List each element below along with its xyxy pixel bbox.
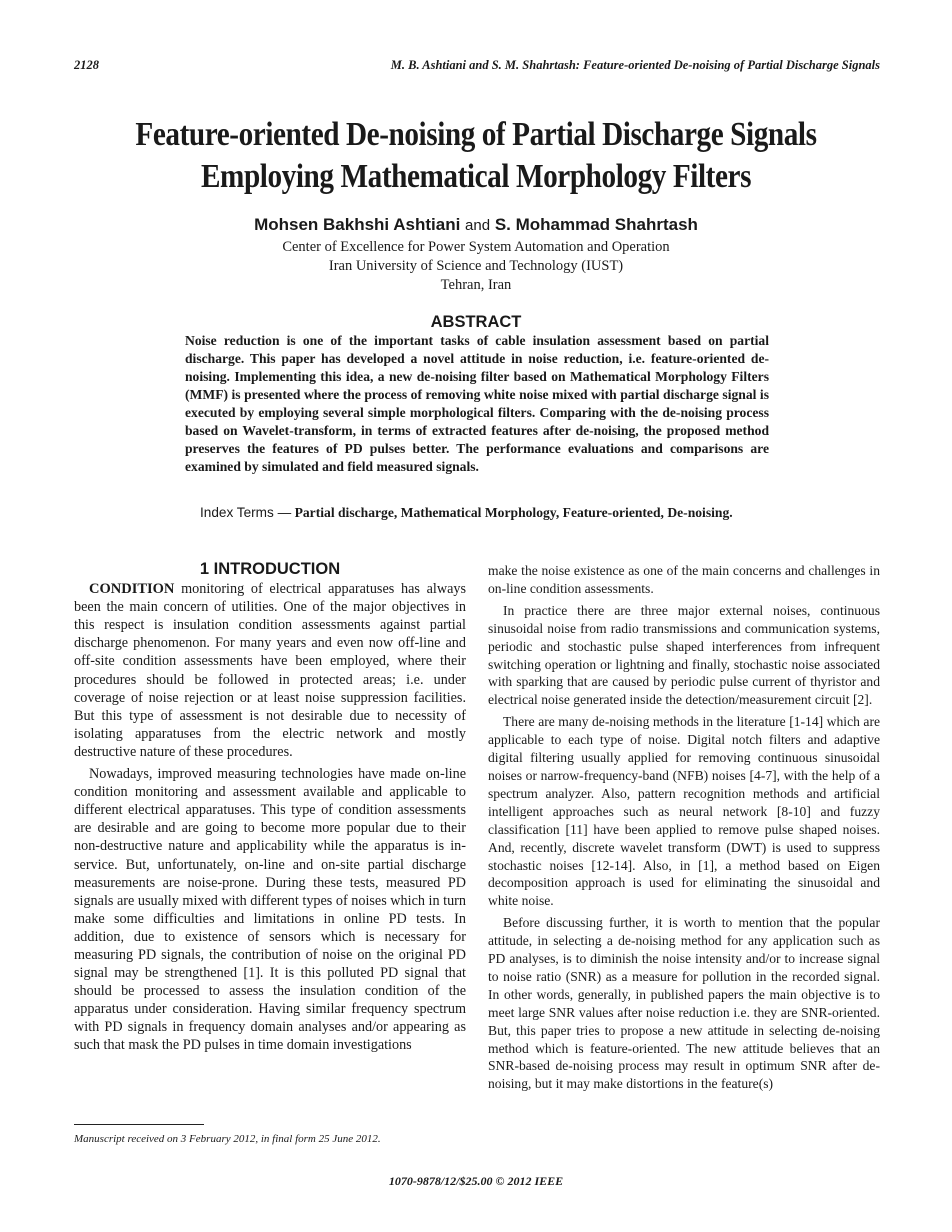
- footnote: Manuscript received on 3 February 2012, in final form 25 June 2012.: [74, 1133, 381, 1145]
- index-terms: [185, 504, 769, 522]
- abstract-text: Noise reduction is one of the important tasks of cable insulation assessment based on partial discharge. This paper has developed a novel attitude in noise reduction, i.e. feature-oriented de-noising. Implementing this idea, a new de-noising filter based on Mathematical Morphology Filters (MMF) is presented where the process of removing white noise mixed with partial discharge signal is executed by employing several simple morphological filters. Comparing with the de-noising process based on Wavelet-transform, in terms of extracted features after de-noising, the proposed method preserves the features of PD pulses better. The performance evaluations and comparisons are examined by simulated and field measured signals.: [185, 333, 769, 474]
- author-list: [0, 215, 952, 235]
- title-line-2: Employing Mathematical Morphology Filters: [200, 158, 752, 195]
- title-line-1: Feature-oriented De-noising of Partial Discharge Signals: [135, 116, 817, 153]
- affiliation-line: Iran University of Science and Technology (IUST): [328, 258, 624, 274]
- index-terms-list: Partial discharge, Mathematical Morphology, Feature-oriented, De-noising.: [294, 505, 733, 520]
- paragraph-text: monitoring of electrical apparatuses has always been the main concern of utilities. One of the major objectives in this respect is insulation condition assessments against partial discharge phenomenon. For many years and even now off-line and off-site condition assessments have been employed, where their procedures should be followed in protected areas; i.e. under coverage of noise rejection or at least noise suppression facilities. But this type of assessment is not desirable due to necessity of isolating apparatuses from the electric network and mostly destructive nature of these procedures.: [74, 581, 466, 760]
- paragraph: [74, 580, 466, 761]
- lead-word: CONDITION: [89, 581, 175, 598]
- paragraph: There are many de-noising methods in the literature [1-14] which are applicable to each type of noise. Digital notch filters and adaptive digital filtering usually applied for removing continuous sinusoidal noises or narrow-frequency-band (NFB) noises [4-7], with the help of a spectrum analyzer. Also, pattern recognition methods and artificial intelligent approaches such as neural network [8-10] and fuzzy classification [11] have been applied to remove pulse shaped noises. And, recently, discrete wavelet transform (DWT) is used to suppress stochastic noises [12-14]. Also, in [1], a method based on Eigen decomposition approach is used for eliminating the sinusoidal and white noise.: [488, 714, 880, 909]
- paragraph: make the noise existence as one of the main concerns and challenges in on-line condition assessments.: [488, 563, 880, 596]
- abstract-heading: ABSTRACT: [430, 313, 522, 331]
- affiliation-line: Tehran, Iran: [440, 277, 512, 293]
- author-2: S. Mohammad Shahrtash: [494, 215, 698, 234]
- copyright-footer: 1070-9878/12/$25.00 © 2012 IEEE: [388, 1174, 564, 1188]
- paper-title: [67, 114, 886, 198]
- left-column: [74, 560, 466, 1059]
- index-terms-label: Index Terms —: [200, 505, 292, 520]
- paragraph: Nowadays, improved measuring technologies have made on-line condition monitoring and assessment available and applicable to different electrical apparatuses. This type of condition assessments are desirable and are going to become more popular due to their non-destructive nature and applicability while the apparatus is in-service. But, unfortunately, on-line and on-site partial discharge measurements are noise-prone. During these tests, measured PD signals are usually mixed with different types of noises which in turn make some difficulties and limitations in online PD tests. In addition, due to existence of sensors which is necessary for measuring PD signals, the contribution of noise on the original PD signal may be strengthened [1]. It is this polluted PD signal that should be processed to assess the insulation condition of the apparatus under consideration. Having similar frequency spectrum with PD signals in frequency domain analyses and/or appearing as such that mask the PD pulses in time domain investigations: [74, 766, 466, 1054]
- paragraph: Before discussing further, it is worth to mention that the popular attitude, in selecting a de-noising method for any application such as PD analyses, is to diminish the noise intensity and/or to increase signal to noise ratio (SNR) as a measure for pollution in the recorded signal. In other words, generally, in published papers the main objective is to meet large SNR values after noise reduction i.e. they are SNR-oriented. But, this paper tries to propose a new attitude in selecting de-noising method which is feature-oriented. The new attitude believes that an SNR-based de-noising process may result in optimum SNR after de-noising, but it may make distortions in the feature(s): [488, 915, 880, 1092]
- page-number: 2128: [74, 58, 99, 72]
- footnote-rule: [74, 1124, 204, 1125]
- section-heading: 1 INTRODUCTION: [199, 560, 341, 578]
- affiliation: [0, 238, 952, 295]
- right-column: [488, 562, 880, 1097]
- author-conjunction: and: [465, 217, 491, 234]
- paragraph: In practice there are three major external noises, continuous sinusoidal noise from radio transmissions and communication systems, periodic and stochastic pulse shaped interferences from infrequent switching operation or lightning and finally, stochastic noise associated with sparking that are caused by periodic pulse current of thyristor and electrical noise generated inside the detection/measurement circuit [2].: [488, 602, 880, 708]
- running-header: M. B. Ashtiani and S. M. Shahrtash: Feature-oriented De-noising of Partial Discharge Signals: [390, 58, 880, 72]
- affiliation-line: Center of Excellence for Power System Automation and Operation: [282, 239, 670, 255]
- author-1: Mohsen Bakhshi Ashtiani: [254, 215, 461, 234]
